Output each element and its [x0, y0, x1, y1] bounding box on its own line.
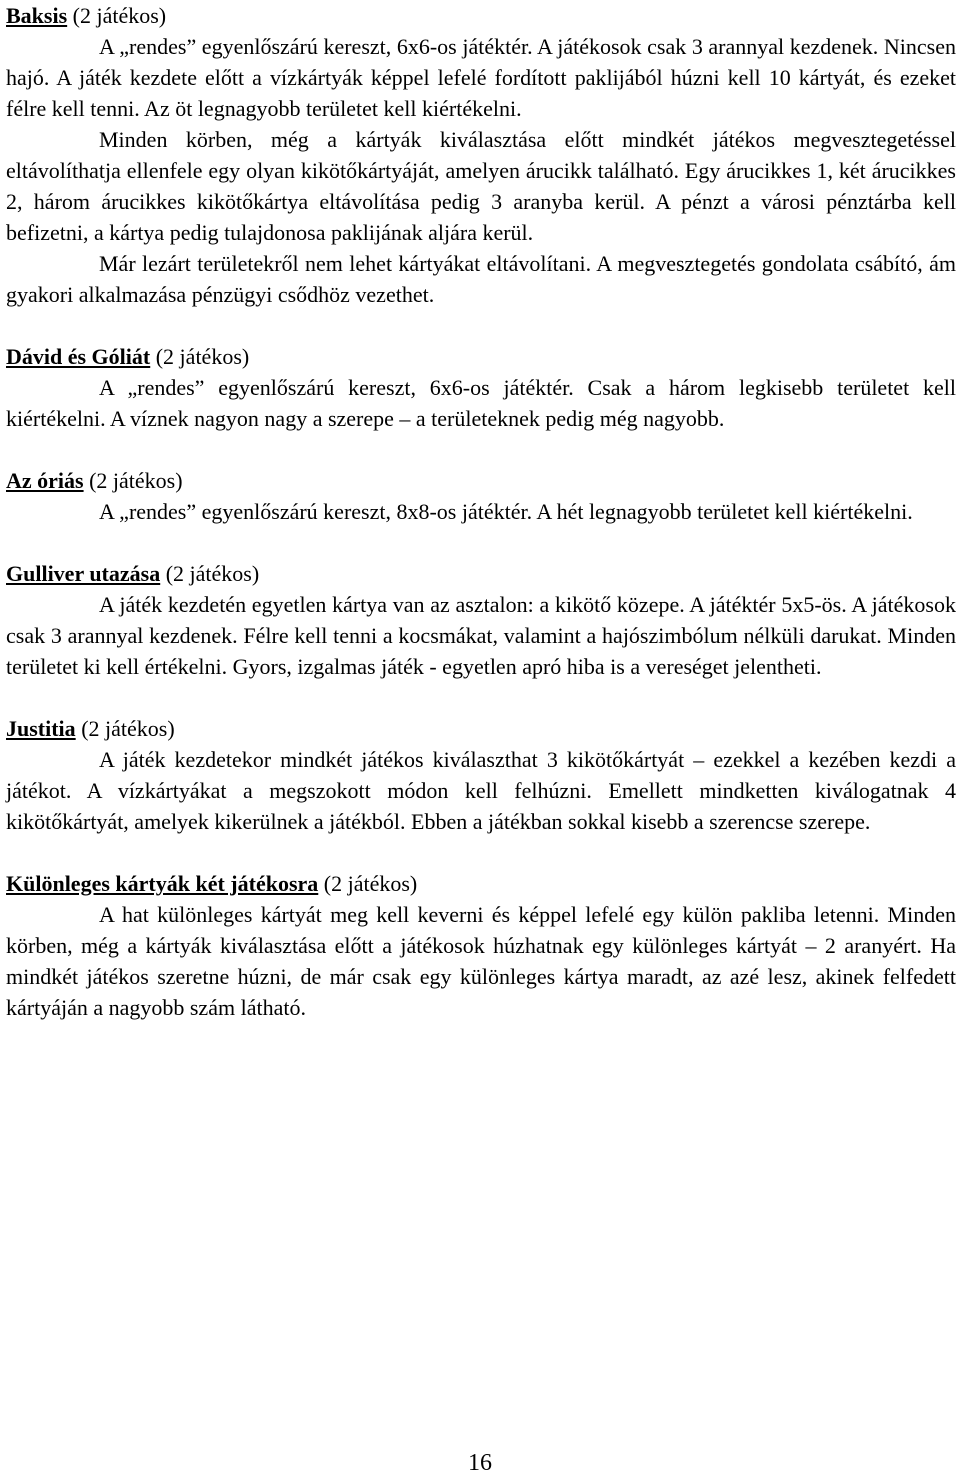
section-players: (2 játékos): [155, 344, 250, 369]
section-justitia: [6, 713, 956, 837]
section-heading: [6, 868, 956, 899]
section-players: (2 játékos): [81, 716, 175, 741]
section-players: (2 játékos): [323, 871, 418, 896]
paragraph: A „rendes” egyenlőszárú kereszt, 6x6-os játéktér. A játékosok csak 3 arannyal kezdenek. Nincsen hajó. A játék kezdete előtt a vízkártyák képpel lefelé fordított paklijából húzni kell 10 kártyát, és ezeket félre kell tenni. Az öt legnagyobb területet kell kiértékelni.: [6, 34, 956, 121]
section-kulonleges-kartyak: [6, 868, 956, 1023]
section-heading: [6, 0, 956, 31]
paragraph: A játék kezdetekor mindkét játékos kiválaszthat 3 kikötőkártyát – ezekkel a kezében kezdi a játékot. A vízkártyákat a megszokott módon kell felhúzni. Emellett mindketten kiválogatnak 4 kikötőkártyát, amelyek kikerülnek a játékból. Ebben a játékban sokkal kisebb a szerencse szerepe.: [6, 747, 956, 834]
section-title: Különleges kártyák két játékosra: [6, 871, 319, 896]
section-gulliver-utazasa: [6, 558, 956, 682]
section-title: Baksis: [6, 3, 68, 28]
section-az-orias: [6, 465, 956, 527]
section-heading: [6, 465, 956, 496]
section-baksis: [6, 0, 956, 310]
section-title: Gulliver utazása: [6, 561, 161, 586]
paragraph: Már lezárt területekről nem lehet kártyákat eltávolítani. A megvesztegetés gondolata csábító, ám gyakori alkalmazása pénzügyi csődhöz vezethet.: [6, 251, 956, 307]
section-title: Az óriás: [6, 468, 84, 493]
paragraph: A játék kezdetén egyetlen kártya van az asztalon: a kikötő közepe. A játéktér 5x5-ös. A játékosok csak 3 arannyal kezdenek. Félre kell tenni a kocsmákat, valamint a hajószimbólum nélküli darukat. Minden területet ki kell értékelni. Gyors, izgalmas játék - egyetlen apró hiba is a vereséget jelentheti.: [6, 592, 956, 679]
section-players: (2 játékos): [89, 468, 183, 493]
section-david-es-goliat: [6, 341, 956, 434]
section-players: (2 játékos): [72, 3, 167, 28]
paragraph: A hat különleges kártyát meg kell keverni és képpel lefelé egy külön pakliba letenni. Minden körben, még a kártyák kiválasztása előtt a játékosok húzhatnak egy különleges kártyát – 2 aranyért. Ha mindkét játékos szeretne húzni, de már csak egy különleges kártya maradt, az azé lesz, akinek felfedett kártyáján a nagyobb szám látható.: [6, 902, 956, 1020]
section-heading: [6, 713, 956, 744]
section-title: Dávid és Góliát: [6, 344, 151, 369]
section-title: Justitia: [6, 716, 76, 741]
document-page: [6, 0, 956, 1054]
paragraph: Minden körben, még a kártyák kiválasztása előtt mindkét játékos megvesztegetéssel eltávolíthatja ellenfele egy olyan kikötőkártyáját, amelyen árucikk található. Egy árucikkes 1, két árucikkes 2, három árucikkes kikötőkártya eltávolítása pedig 3 aranyba kerül. A pénzt a városi pénztárba kell befizetni, a kártya pedig tulajdonosa paklijának aljára kerül.: [6, 127, 956, 245]
page-number: 16: [468, 1450, 492, 1476]
section-players: (2 játékos): [165, 561, 260, 586]
section-heading: [6, 341, 956, 372]
paragraph: A „rendes” egyenlőszárú kereszt, 6x6-os játéktér. Csak a három legkisebb területet kell kiértékelni. A víznek nagyon nagy a szerepe – a területeknek pedig még nagyobb.: [6, 375, 956, 431]
paragraph: A „rendes” egyenlőszárú kereszt, 8x8-os játéktér. A hét legnagyobb területet kell kiértékelni.: [99, 499, 913, 524]
section-heading: [6, 558, 956, 589]
